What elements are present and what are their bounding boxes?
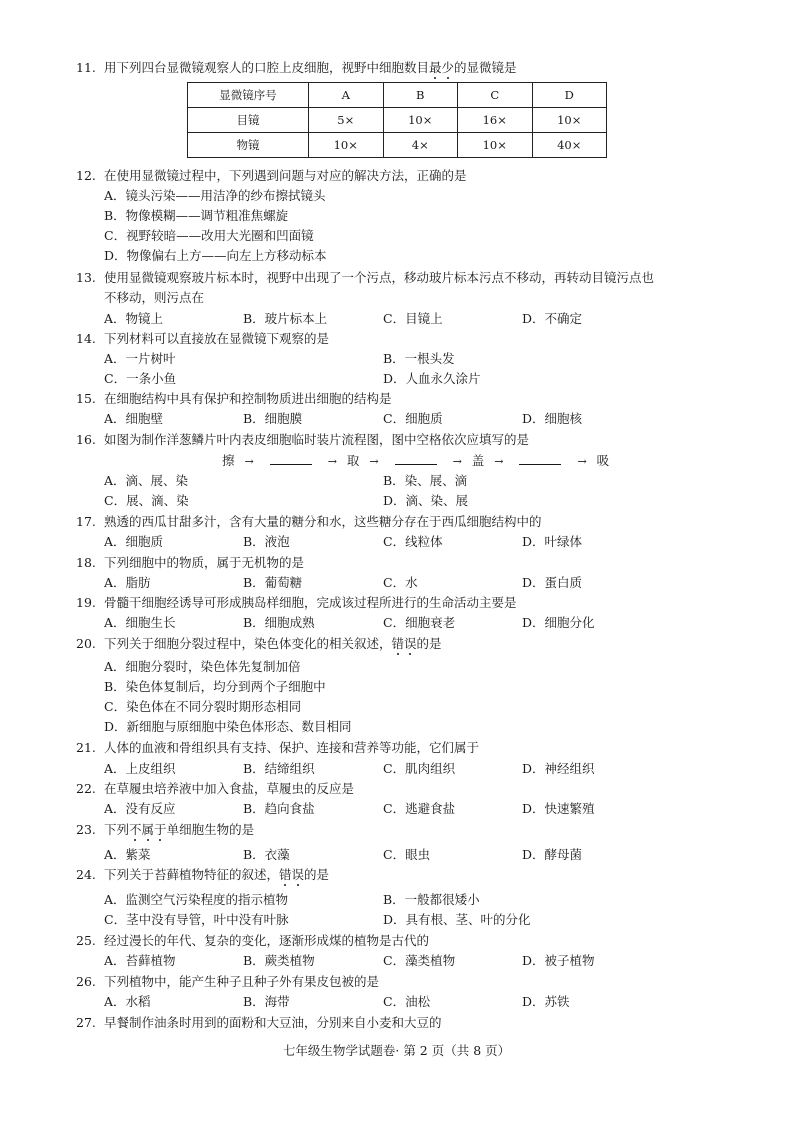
option-a: A．物镜上	[104, 311, 164, 326]
option-c: C．视野较暗——改用大光圈和凹面镜	[104, 228, 314, 243]
option-b: B．染、展、滴	[383, 473, 468, 488]
option-b: B．结缔组织	[243, 761, 315, 776]
option-d: D．具有根、茎、叶的分化	[383, 912, 531, 927]
option-d: D．神经组织	[522, 761, 595, 776]
option-a: A．细胞分裂时，染色体先复制加倍	[104, 659, 301, 674]
question-15: 15. 在细胞结构中具有保护和控制物质进出细胞的结构是	[76, 391, 392, 406]
question-12: 12. 在使用显微镜过程中，下列遇到问题与对应的解决方法，正确的是	[76, 168, 467, 183]
option-a: A．镜头污染——用洁净的纱布擦拭镜头	[104, 188, 326, 203]
question-27: 27. 早餐制作油条时用到的面粉和大豆油，分别来自小麦和大豆的	[76, 1015, 442, 1030]
option-a: A．细胞生长	[104, 615, 176, 630]
option-d: D．快速繁殖	[522, 801, 595, 816]
option-a: A．上皮组织	[104, 761, 176, 776]
option-a: A．脂肪	[104, 575, 151, 590]
arrow-right-icon: →	[369, 455, 379, 468]
microscope-table	[187, 82, 607, 158]
blank-field	[395, 452, 437, 465]
option-c: C．展、滴、染	[104, 493, 189, 508]
flow-diagram	[222, 452, 609, 470]
option-c: C．茎中没有导管，叶中没有叶脉	[104, 912, 289, 927]
option-c: C．细胞质	[383, 411, 443, 426]
arrow-right-icon: →	[327, 455, 337, 468]
question-19: 19. 骨髓干细胞经诱导可形成胰岛样细胞，完成该过程所进行的生命活动主要是	[76, 595, 517, 610]
question-24: 24. 下列关于苔藓植物特征的叙述，错误的是	[76, 867, 330, 882]
option-d: D．被子植物	[522, 953, 595, 968]
option-c: C．油松	[383, 994, 431, 1009]
option-d: D．不确定	[522, 311, 583, 326]
option-a: A．细胞质	[104, 534, 164, 549]
option-a: A．没有反应	[104, 801, 176, 816]
option-d: D．滴、染、展	[383, 493, 469, 508]
question-20: 20. 下列关于细胞分裂过程中，染色体变化的相关叙述，错误的是	[76, 636, 442, 651]
option-a: A．滴、展、染	[104, 473, 189, 488]
table-row: 目镜 5× 10× 16× 10×	[188, 108, 607, 133]
option-b: B．蕨类植物	[243, 953, 315, 968]
blank-field	[519, 452, 561, 465]
question-14: 14. 下列材料可以直接放在显微镜下观察的是	[76, 331, 330, 346]
option-d: D．新细胞与原细胞中染色体形态、数目相同	[104, 719, 352, 734]
option-a: A．细胞壁	[104, 411, 164, 426]
option-d: D．叶绿体	[522, 534, 583, 549]
option-c: C．细胞衰老	[383, 615, 456, 630]
emphasis-char: 属	[141, 822, 155, 837]
emphasis-char: 错	[391, 636, 405, 651]
emphasis-char: 少	[441, 60, 455, 75]
flow-step: 擦	[222, 453, 235, 468]
flow-step: 盖	[471, 453, 485, 468]
option-b: B．一般都很矮小	[383, 892, 480, 907]
emphasis-char: 误	[404, 636, 417, 651]
option-c: C．肌肉组织	[383, 761, 456, 776]
option-d: D．细胞分化	[522, 615, 595, 630]
emphasis-char: 误	[291, 867, 305, 882]
arrow-right-icon: →	[577, 455, 587, 468]
arrow-right-icon: →	[452, 455, 462, 468]
option-b: B．物像模糊——调节粗准焦螺旋	[104, 208, 289, 223]
question-18: 18. 下列细胞中的物质，属于无机物的是	[76, 555, 305, 570]
emphasis-char: 不	[129, 822, 142, 837]
option-b: B．玻片标本上	[243, 311, 328, 326]
question-number: 11.	[76, 60, 96, 75]
emphasis-char: 错	[279, 867, 292, 882]
option-b: B．一根头发	[383, 351, 455, 366]
page-footer: 七年级生物学试题卷· 第 2 页（共 8 页）	[282, 1043, 511, 1058]
option-c: C．水	[383, 575, 418, 590]
flow-step: 取	[346, 453, 360, 468]
question-13-continuation: 不移动，则污点在	[104, 290, 205, 305]
arrow-right-icon: →	[244, 455, 254, 468]
option-d: D．细胞核	[522, 411, 583, 426]
question-21: 21. 人体的血液和骨组织具有支持、保护、连接和营养等功能，它们属于	[76, 740, 480, 755]
option-a: A．监测空气污染程度的指示植物	[104, 892, 289, 907]
question-22: 22. 在草履虫培养液中加入食盐，草履虫的反应是	[76, 781, 355, 796]
option-d: D．物像偏右上方——向左上方移动标本	[104, 248, 327, 263]
option-c: C．眼虫	[383, 847, 431, 862]
question-25: 25. 经过漫长的年代、复杂的变化，逐渐形成煤的植物是古代的	[76, 933, 430, 948]
option-c: C．目镜上	[383, 311, 443, 326]
question-11: 11. 用下列四台显微镜观察人的口腔上皮细胞，视野中细胞数目最少的显微镜是	[76, 60, 517, 75]
option-b: B．衣藻	[243, 847, 290, 862]
option-a: A．紫菜	[104, 847, 151, 862]
option-d: D．酵母菌	[522, 847, 583, 862]
option-a: A．苔藓植物	[104, 953, 176, 968]
option-b: B．细胞膜	[243, 411, 303, 426]
question-16: 16. 如图为制作洋葱鳞片叶内表皮细胞临时装片流程图，图中空格依次应填写的是	[76, 432, 530, 447]
option-d: D．苏铁	[522, 994, 570, 1009]
table-header-row: 显微镜序号 A B C D	[188, 83, 607, 108]
option-c: C．藻类植物	[383, 953, 456, 968]
emphasis-char: 于	[154, 822, 167, 837]
option-b: B．染色体复制后，均分到两个子细胞中	[104, 679, 326, 694]
question-23: 23. 下列不属于单细胞生物的是	[76, 822, 255, 837]
emphasis-char: 最	[429, 60, 442, 75]
question-17: 17. 熟透的西瓜甘甜多汁，含有大量的糖分和水，这些糖分存在于西瓜细胞结构中的	[76, 514, 542, 529]
flow-step: 吸	[596, 453, 610, 468]
option-c: C．逃避食盐	[383, 801, 456, 816]
option-c: C．线粒体	[383, 534, 443, 549]
option-c: C．染色体在不同分裂时期形态相同	[104, 699, 302, 714]
option-b: B．细胞成熟	[243, 615, 315, 630]
arrow-right-icon: →	[494, 455, 504, 468]
blank-field	[270, 452, 312, 465]
option-b: B．葡萄糖	[243, 575, 303, 590]
option-d: D．人血永久涂片	[383, 371, 481, 386]
option-b: B．趋向食盐	[243, 801, 315, 816]
option-a: A．水稻	[104, 994, 151, 1009]
option-b: B．液泡	[243, 534, 290, 549]
table-row: 物镜 10× 4× 10× 40×	[188, 133, 607, 158]
question-13: 13. 使用显微镜观察玻片标本时，视野中出现了一个污点，移动玻片标本污点不移动，再转动目镜污点也	[76, 270, 655, 285]
option-a: A．一片树叶	[104, 351, 176, 366]
option-c: C．一条小鱼	[104, 371, 177, 386]
option-d: D．蛋白质	[522, 575, 583, 590]
option-b: B．海带	[243, 994, 290, 1009]
question-26: 26. 下列植物中，能产生种子且种子外有果皮包被的是	[76, 974, 380, 989]
